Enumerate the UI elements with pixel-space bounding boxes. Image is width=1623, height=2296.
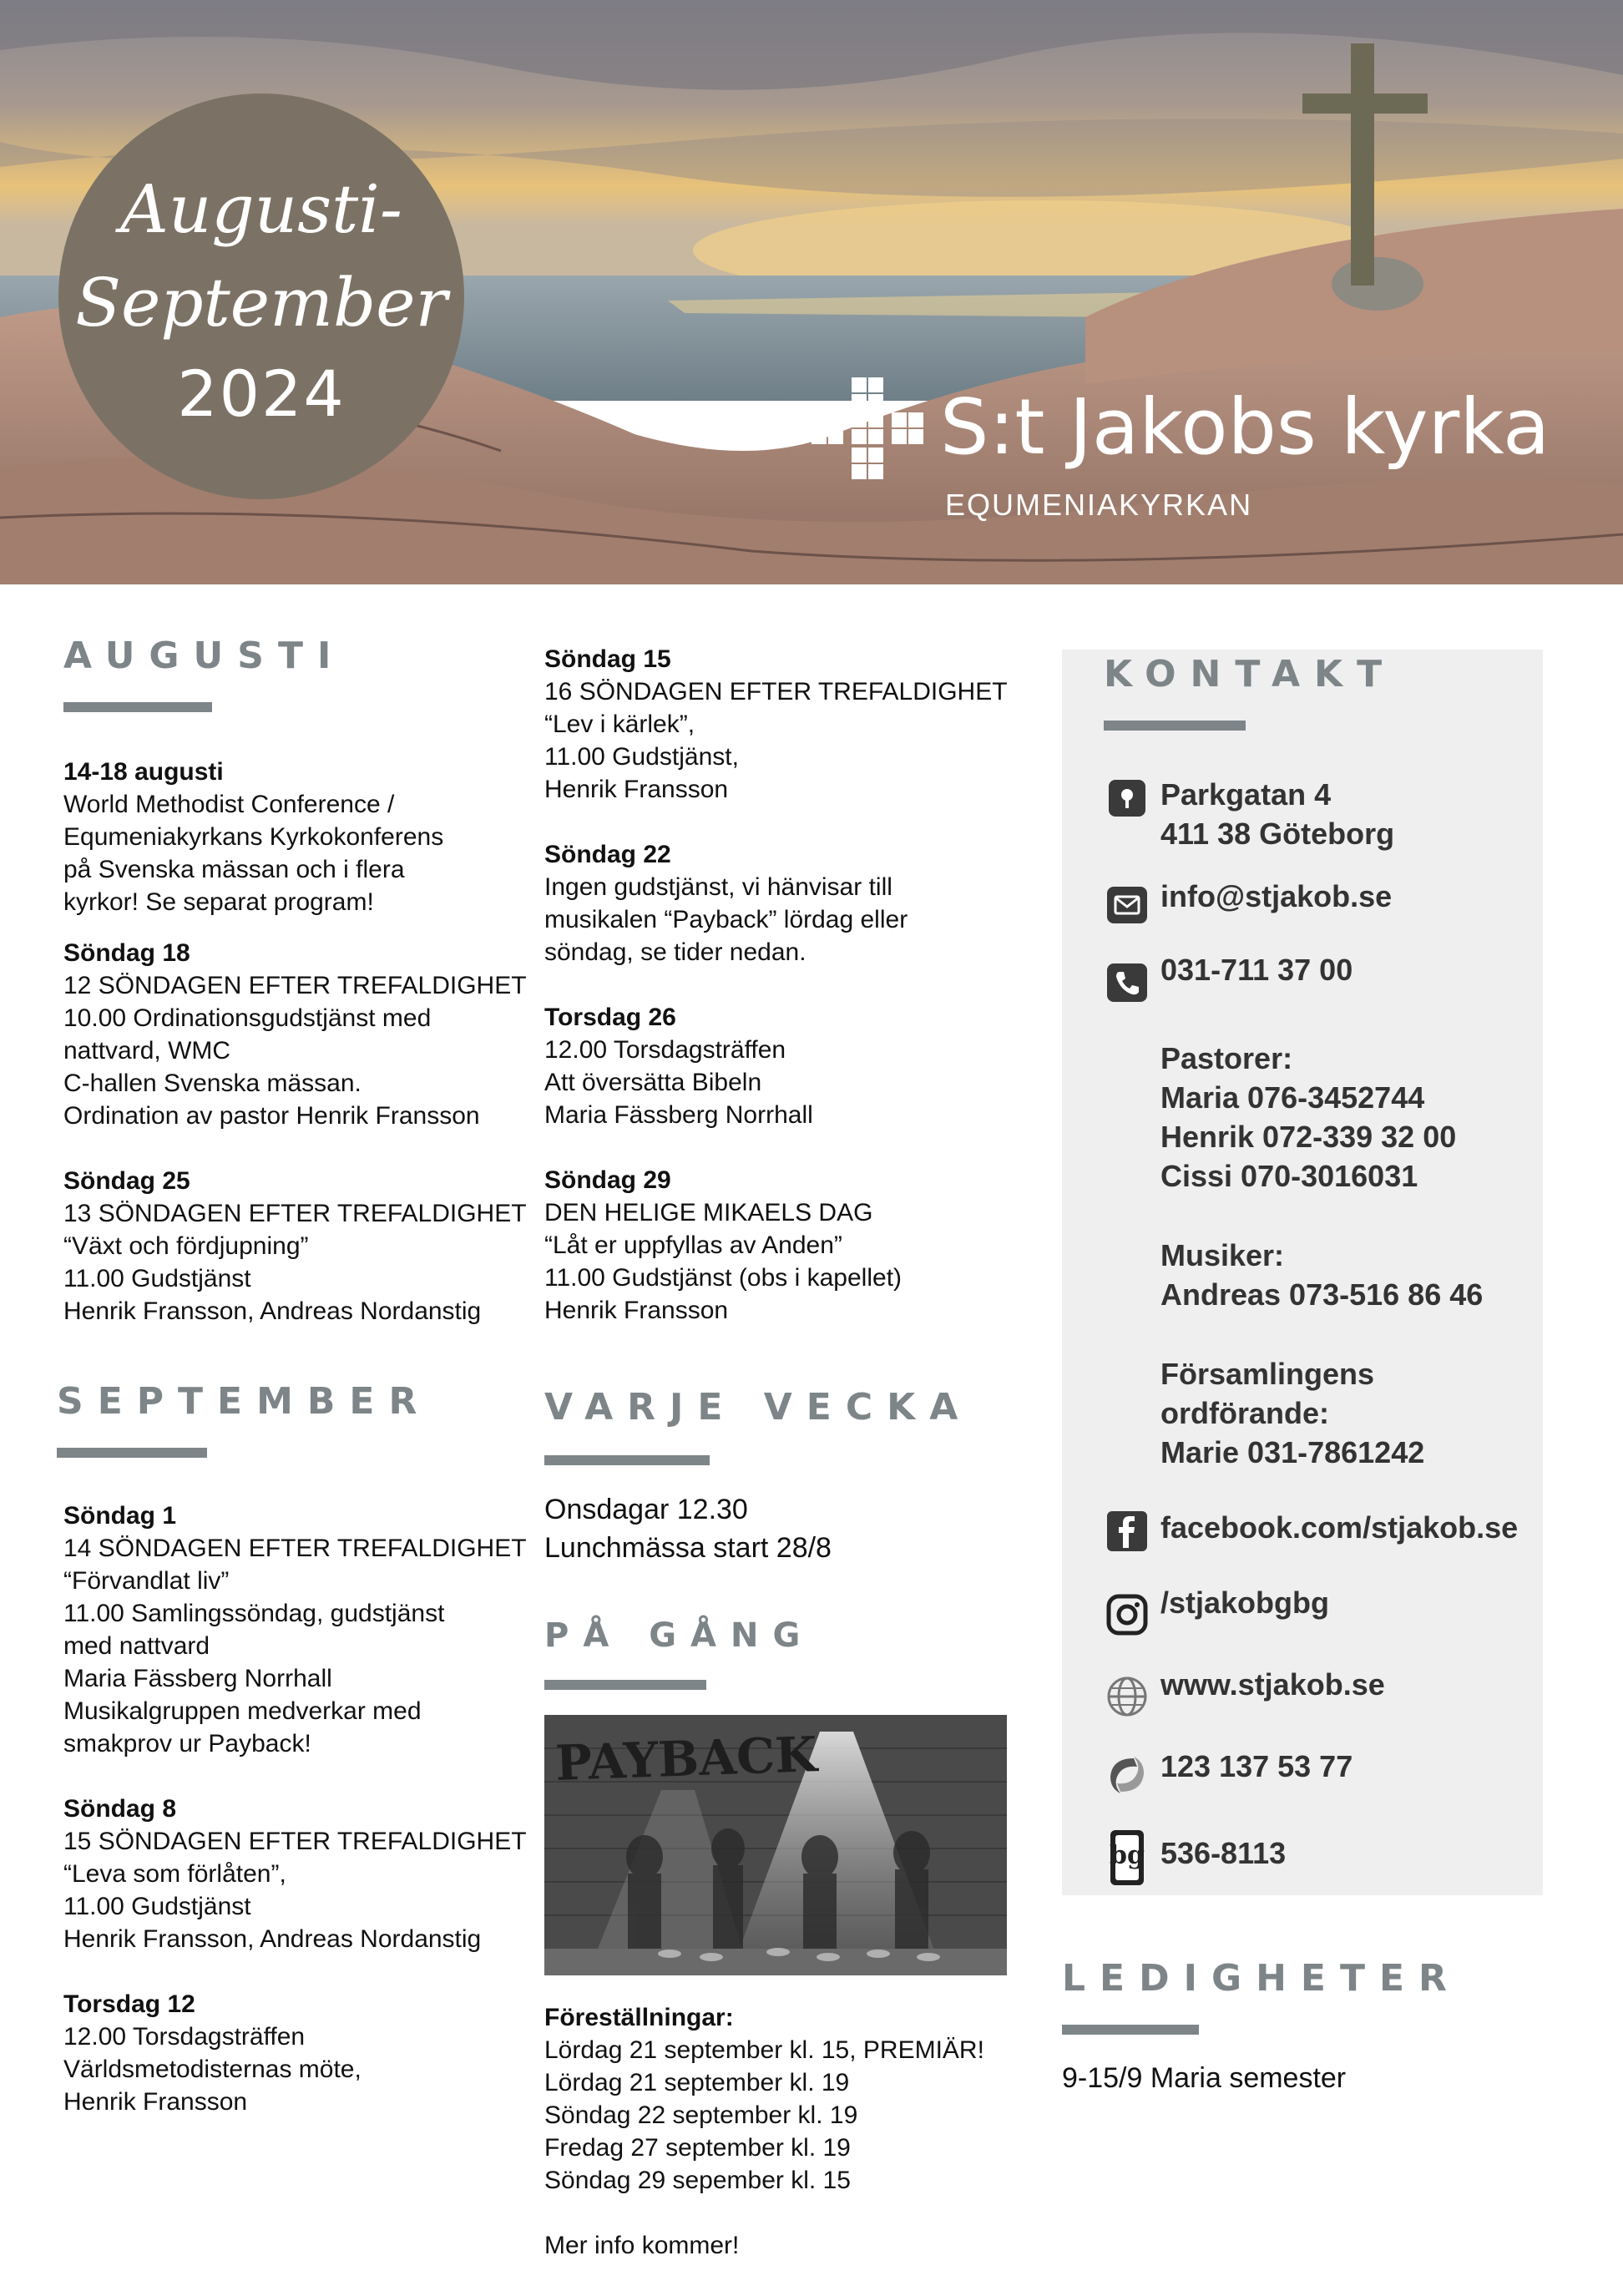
address-line2: 411 38 Göteborg [1160,817,1395,851]
event-line: World Methodist Conference / [63,791,395,818]
event-line: Världsmetodisternas möte, [63,2056,362,2083]
event-line: 10.00 Ordinationsgudstjänst med [63,1004,432,1032]
event-line: Ingen gudstjänst, vi hänvisar till [544,873,892,901]
kontakt-heading: KONTAKT [1104,653,1397,695]
event-line: 16 SÖNDAGEN EFTER TREFALDIGHET [544,678,1008,705]
event-line: Henrik Fransson [544,776,729,803]
event-line: DEN HELIGE MIKAELS DAG [544,1199,873,1226]
church-subtitle: EQUMENIAKYRKAN [945,488,1253,522]
event-title: Söndag 1 [63,1502,177,1530]
event-line: “Förvandlat liv” [63,1567,230,1595]
event-line: 11.00 Gudstjänst (obs i kapellet) [544,1264,903,1292]
heading-rule [1104,721,1246,731]
event-title: Torsdag 12 [63,1990,195,2018]
musiker-label: Musiker: [1160,1238,1285,1272]
church-logo-icon [810,376,927,493]
event-block [63,756,531,918]
contact-bankgiro [1104,1828,1286,1887]
header-image [0,0,1623,584]
ordforande-label: ordförande: [1160,1396,1329,1430]
varje-vecka-line2: Lunchmässa start 28/8 [544,1532,832,1564]
contact-swish [1104,1749,1353,1798]
phone-number[interactable]: 031-711 37 00 [1160,953,1353,987]
event-block [63,937,531,1132]
event-title: Söndag 18 [63,939,190,967]
pastorer-block [1160,1039,1456,1196]
event-block [63,1165,531,1328]
event-line: Maria Fässberg Norrhall [63,1665,332,1692]
event-block [63,1499,531,1760]
website-link[interactable]: www.stjakob.se [1160,1667,1385,1702]
contact-address [1104,775,1394,853]
map-pin-icon [1104,775,1150,822]
pastor-contact: Cissi 070-3016031 [1160,1159,1418,1193]
heading-rule [544,1680,706,1690]
contact-facebook[interactable] [1104,1508,1518,1555]
event-list-middle [544,643,1029,1327]
show-item: Lördag 21 september kl. 19 [544,2069,850,2096]
event-line: nattvard, WMC [63,1037,231,1065]
date-badge [58,94,464,499]
musiker-block [1160,1236,1483,1314]
event-line: Musikalgruppen medverkar med [63,1697,422,1725]
event-block [63,1988,531,2118]
bankgiro-number: 536-8113 [1160,1836,1287,1870]
globe-icon [1104,1673,1150,1720]
event-line: Equmeniakyrkans Kyrkokonferens [63,823,444,851]
event-block [544,838,1029,968]
event-line: Henrik Fransson [63,2088,248,2116]
ordforande-block [1160,1354,1424,1472]
facebook-link[interactable]: facebook.com/stjakob.se [1160,1510,1519,1545]
svg-text:bg: bg [1110,1841,1145,1870]
contact-email[interactable] [1104,879,1393,928]
event-line: “Leva som förlåten”, [63,1860,286,1888]
show-item: Söndag 29 sepember kl. 15 [544,2167,851,2194]
september-section [57,1380,431,1458]
event-title: Söndag 22 [544,841,671,868]
musiker-contact: Andreas 073-516 86 46 [1160,1277,1484,1312]
event-line: 12.00 Torsdagsträffen [63,2023,306,2051]
event-line: 11.00 Gudstjänst [63,1265,251,1292]
swish-icon [1104,1752,1150,1798]
contact-instagram[interactable] [1104,1585,1330,1638]
email-link[interactable]: info@stjakob.se [1160,879,1393,913]
pastor-contact: Maria 076-3452744 [1160,1080,1425,1115]
contact-website[interactable] [1104,1667,1385,1720]
event-line: Henrik Fransson, Andreas Nordanstig [63,1925,482,1953]
contact-phone[interactable] [1104,953,1353,1005]
heading-rule [1062,2025,1199,2035]
show-item: Söndag 22 september kl. 19 [544,2101,858,2129]
email-icon [1104,882,1150,928]
event-block [63,1793,531,1955]
event-line: söndag, se tider nedan. [544,938,806,966]
varje-vecka-section [544,1386,972,1567]
payback-poster-image [544,1715,1007,1975]
event-title: Torsdag 26 [544,1004,676,1031]
event-line: Ordination av pastor Henrik Fransson [63,1102,480,1130]
event-line: Att översätta Bibeln [544,1069,762,1096]
event-line: med nattvard [63,1632,210,1660]
event-list-september [63,1499,531,2118]
varje-vecka-heading: VARJE VECKA [544,1386,973,1429]
event-line: kyrkor! Se separat program! [63,888,374,916]
heading-rule [57,1448,207,1458]
payback-poster-art [544,1715,1007,1975]
event-line: 12.00 Torsdagsträffen [544,1036,786,1064]
instagram-link[interactable]: /stjakobgbg [1160,1585,1330,1620]
event-line: 13 SÖNDAGEN EFTER TREFALDIGHET [63,1200,527,1227]
ledigheter-heading: LEDIGHETER [1062,1957,1461,2000]
badge-line2: September [75,263,447,341]
kontakt-section [1104,653,1396,731]
show-item: Lördag 21 september kl. 15, PREMIÄR! [544,2036,984,2064]
event-line: C-hallen Svenska mässan. [63,1070,362,1097]
event-line: 14 SÖNDAGEN EFTER TREFALDIGHET [63,1535,527,1562]
bankgiro-icon [1104,1828,1150,1887]
event-block [544,1001,1029,1131]
pastor-contact: Henrik 072-339 32 00 [1160,1120,1457,1154]
event-line: 12 SÖNDAGEN EFTER TREFALDIGHET [63,972,527,999]
augusti-heading: AUGUSTI [63,635,346,677]
september-heading: SEPTEMBER [57,1380,432,1423]
show-item: Fredag 27 september kl. 19 [544,2134,851,2162]
varje-vecka-line1: Onsdagar 12.30 [544,1494,748,1525]
event-line: 15 SÖNDAGEN EFTER TREFALDIGHET [63,1828,527,1855]
facebook-icon [1104,1508,1150,1555]
phone-icon [1104,958,1150,1005]
event-line: smakprov ur Payback! [63,1730,311,1757]
event-line: 11.00 Samlingssöndag, gudstjänst [63,1600,445,1627]
forestallningar-title: Föreställningar: [544,2004,734,2031]
event-block [544,1164,1029,1327]
pastorer-label: Pastorer: [1160,1041,1293,1075]
more-info: Mer info kommer! [544,2232,740,2259]
event-title: 14-18 augusti [63,758,224,786]
instagram-icon [1104,1591,1150,1638]
event-line: Maria Fässberg Norrhall [544,1101,813,1129]
ordforande-contact: Marie 031-7861242 [1160,1435,1425,1469]
pa-gang-heading: PÅ GÅNG [544,1616,815,1655]
address-line1: Parkgatan 4 [1160,777,1332,812]
church-name: S:t Jakobs kyrka [940,382,1550,472]
ledigheter-line: 9-15/9 Maria semester [1062,2062,1347,2094]
poster-title: PAYBACK [554,1726,818,1792]
heading-rule [63,702,212,712]
event-title: Söndag 29 [544,1166,671,1194]
pa-gang-section [544,1616,814,1690]
badge-line1: Augusti- [120,169,402,248]
event-line: “Lev i kärlek”, [544,711,695,738]
event-title: Söndag 8 [63,1795,177,1823]
swish-number: 123 137 53 77 [1160,1749,1353,1783]
badge-year: 2024 [177,356,346,431]
event-line: musikalen “Payback” lördag eller [544,906,908,933]
event-list-augusti [63,756,531,1328]
event-line: på Svenska mässan och i flera [63,856,405,883]
event-line: Henrik Fransson, Andreas Nordanstig [63,1297,482,1325]
forestallningar [544,2001,1029,2262]
event-title: Söndag 15 [544,645,671,673]
church-brand [810,376,1550,522]
ledigheter-section [1062,1957,1461,2096]
event-title: Söndag 25 [63,1167,190,1195]
event-line: “Växt och fördjupning” [63,1232,309,1260]
event-line: Henrik Fransson [544,1297,729,1324]
event-block [544,643,1029,806]
event-line: 11.00 Gudstjänst, [544,743,739,771]
event-line: “Låt er uppfyllas av Anden” [544,1231,842,1259]
augusti-section [63,635,345,712]
event-line: 11.00 Gudstjänst [63,1893,251,1920]
ordforande-label: Församlingens [1160,1357,1375,1391]
heading-rule [544,1455,710,1465]
